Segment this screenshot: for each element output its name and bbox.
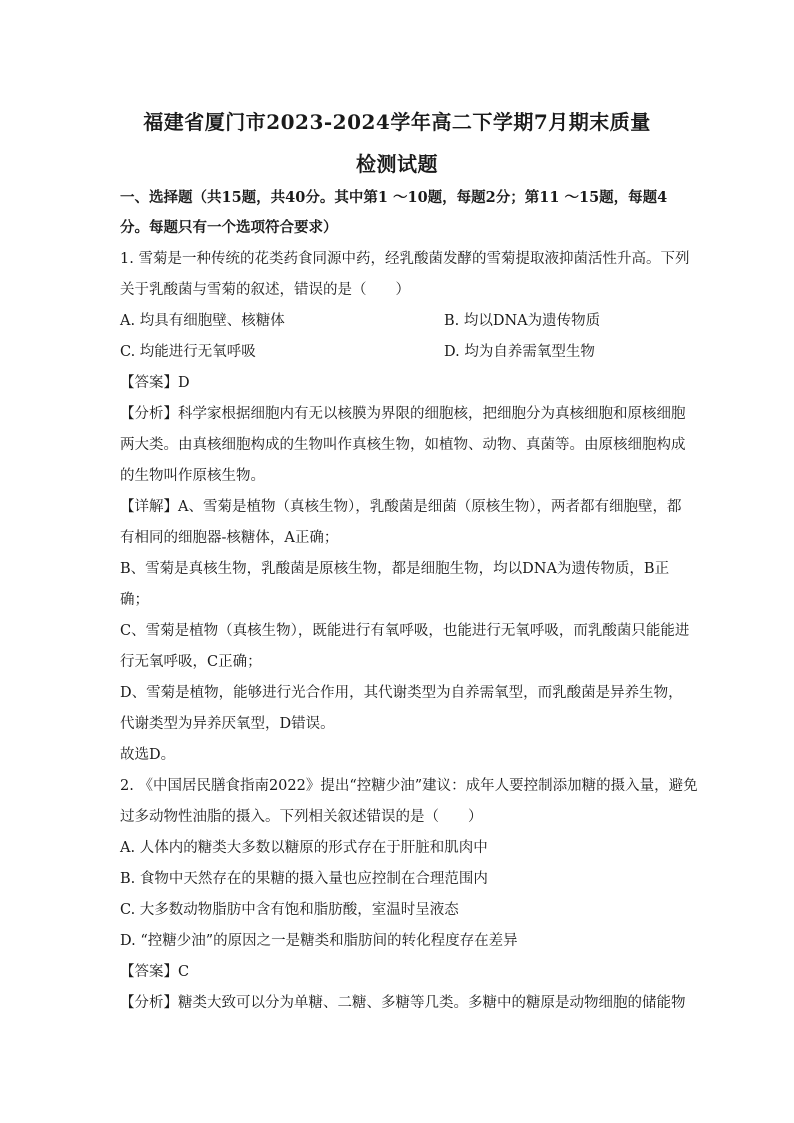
q1-detail-line5: C、雪菊是植物（真核生物），既能进行有氧呼吸，也能进行无氧呼吸，而乳酸菌只能能进 [120,623,690,639]
section-heading-line1: 一、选择题（共15题，共40分。其中第1 ～10题，每题2分；第11 ～15题，每题4 [120,189,668,206]
q2-option-c: C. 大多数动物脂肪中含有饱和脂肪酸，室温时呈液态 [120,902,459,918]
q1-answer: 【答案】D [120,375,190,391]
q1-detail-line2: 有相同的细胞器-核糖体，A正确； [120,530,339,546]
q1-detail-line7: D、雪菊是植物，能够进行光合作用，其代谢类型为自养需氧型，而乳酸菌是异养生物， [120,685,683,701]
q1-stem-line1: 1. 雪菊是一种传统的花类药食同源中药，经乳酸菌发酵的雪菊提取液抑菌活性升高。下列 [120,251,690,267]
doc-title-line2: 检测试题 [356,152,438,176]
q2-option-d: D. “控糖少油”的原因之一是糖类和脂肪间的转化程度存在差异 [120,933,518,949]
q2-analysis-line1: 【分析】糖类大致可以分为单糖、二糖、多糖等几类。多糖中的糖原是动物细胞的储能物 [120,995,686,1011]
section-heading-line2: 分。每题只有一个选项符合要求） [120,219,338,236]
q2-stem-line2: 过多动物性油脂的摄入。下列相关叙述错误的是（ ） [120,809,483,825]
q1-conclusion: 故选D。 [120,747,176,763]
q1-stem-line2: 关于乳酸菌与雪菊的叙述，错误的是（ ） [120,282,410,298]
doc-title-line1: 福建省厦门市2023-2024学年高二下学期7月期末质量 [143,110,651,134]
q1-option-b: B. 均以DNA为遗传物质 [444,313,601,329]
q2-stem-line1: 2. 《中国居民膳食指南2022》提出“控糖少油”建议：成年人要控制添加糖的摄入量，避免 [120,778,698,794]
q1-detail-line1: 【详解】A、雪菊是植物（真核生物），乳酸菌是细菌（原核生物），两者都有细胞壁，都 [120,499,682,515]
q1-detail-line6: 行无氧呼吸，C正确； [120,654,262,670]
q1-analysis-line1: 【分析】科学家根据细胞内有无以核膜为界限的细胞核，把细胞分为真核细胞和原核细胞 [120,406,686,422]
q1-option-a: A. 均具有细胞壁、核糖体 [120,313,285,329]
q1-detail-line3: B、雪菊是真核生物，乳酸菌是原核生物，都是细胞生物，均以DNA为遗传物质，B正 [120,561,670,577]
q2-option-a: A. 人体内的糖类大多数以糖原的形式存在于肝脏和肌肉中 [120,840,488,856]
q1-option-c: C. 均能进行无氧呼吸 [120,344,256,360]
q2-answer: 【答案】C [120,964,190,980]
q1-detail-line4: 确； [120,592,149,608]
q1-analysis-line2: 两大类。由真核细胞构成的生物叫作真核生物，如植物、动物、真菌等。由原核细胞构成 [120,437,686,453]
q2-option-b: B. 食物中天然存在的果糖的摄入量也应控制在合理范围内 [120,871,488,887]
q1-option-d: D. 均为自养需氧型生物 [444,344,595,360]
q1-detail-line8: 代谢类型为异养厌氧型，D错误。 [120,716,335,732]
q1-analysis-line3: 的生物叫作原核生物。 [120,468,265,484]
